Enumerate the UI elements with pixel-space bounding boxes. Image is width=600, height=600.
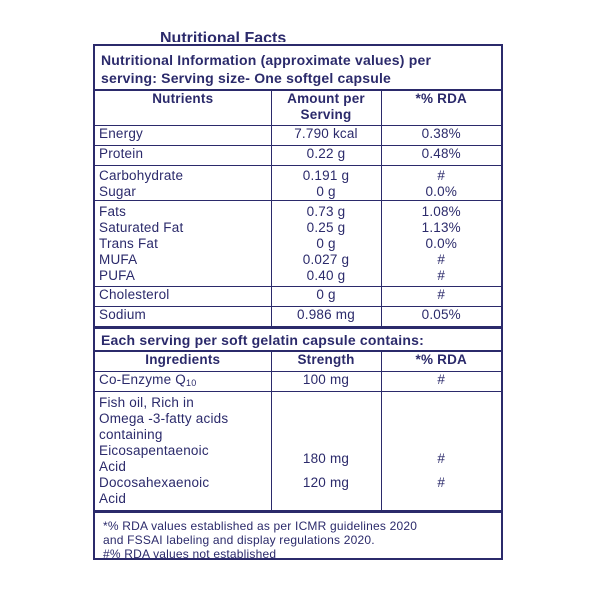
ingredients-table	[95, 352, 501, 511]
table-row	[95, 201, 501, 287]
rda-col-header: *% RDA	[381, 91, 501, 126]
carbohydrate-amount: 0.191 g	[302, 168, 350, 183]
epa-line-2: Acid	[99, 458, 127, 474]
trans-fat-rda: 0.0%	[425, 236, 458, 251]
nutrient-name	[95, 201, 271, 287]
nutrient-rda	[381, 166, 501, 201]
mufa-label: MUFA	[99, 252, 138, 267]
dha-strength: 120 mg	[302, 474, 350, 490]
rda-col-header: *% RDA	[381, 352, 501, 371]
amount-col-header: Amount per Serving	[271, 91, 381, 126]
cutoff-heading-text: Nutritional Facts	[160, 30, 287, 42]
nutrient-amount: 0.986 mg	[271, 307, 381, 327]
fish-oil-line-2: Omega -3-fatty acids	[99, 410, 229, 426]
nutrient-amount: 7.790 kcal	[271, 126, 381, 146]
ingredient-rda: #	[381, 371, 501, 391]
nutrient-rda: 0.05%	[381, 307, 501, 327]
dha-rda: #	[437, 474, 446, 490]
footnote	[95, 511, 501, 567]
table-row	[95, 391, 501, 510]
nutrient-rda	[381, 201, 501, 287]
fats-label: Fats	[99, 204, 127, 219]
nutrient-amount	[271, 166, 381, 201]
table-row	[95, 166, 501, 201]
nutrient-amount	[271, 201, 381, 287]
dha-line-2: Acid	[99, 490, 127, 506]
nutrients-col-header: Nutrients	[95, 91, 271, 126]
nutrient-name	[95, 166, 271, 201]
header-line-2: serving: Serving size- One softgel capsule	[101, 70, 392, 86]
saturated-fat-rda: 1.13%	[421, 220, 461, 235]
nutrient-name: Energy	[95, 126, 271, 146]
pufa-amount: 0.40 g	[306, 268, 346, 283]
ingredient-strength	[271, 391, 381, 510]
nutrient-name: Cholesterol	[95, 287, 271, 307]
sugar-amount: 0 g	[316, 184, 336, 199]
footnote-line-1: *% RDA values established as per ICMR guidelines 2020	[103, 518, 418, 533]
strength-col-header: Strength	[271, 352, 381, 371]
trans-fat-amount: 0 g	[316, 236, 336, 251]
sugar-label: Sugar	[99, 184, 137, 199]
epa-rda: #	[437, 450, 446, 466]
mufa-rda: #	[437, 252, 446, 267]
table-row	[95, 371, 501, 391]
cutoff-heading	[160, 22, 300, 42]
coenzyme-label: Co-Enzyme Q	[99, 371, 186, 387]
ingredients-col-header: Ingredients	[95, 352, 271, 371]
table-row	[95, 146, 501, 166]
nutrients-header-row	[95, 91, 501, 126]
fats-amount: 0.73 g	[306, 204, 346, 219]
header-line-1: Nutritional Information (approximate values) per	[101, 52, 432, 68]
fish-oil-line-1: Fish oil, Rich in	[99, 394, 194, 410]
ingredient-strength: 100 mg	[271, 371, 381, 391]
ingredients-header-row	[95, 352, 501, 371]
carbohydrate-label: Carbohydrate	[99, 168, 184, 183]
coenzyme-subscript: 10	[185, 377, 197, 388]
table-row	[95, 287, 501, 307]
nutrient-name: Sodium	[95, 307, 271, 327]
pufa-rda: #	[437, 268, 446, 283]
trans-fat-label: Trans Fat	[99, 236, 159, 251]
nutrient-rda: 0.38%	[381, 126, 501, 146]
section-title: Each serving per soft gelatin capsule contains:	[95, 327, 501, 352]
fats-rda: 1.08%	[421, 204, 461, 219]
ingredient-name	[95, 391, 271, 510]
nutrients-table	[95, 91, 501, 327]
saturated-fat-amount: 0.25 g	[306, 220, 346, 235]
nutrient-name: Protein	[95, 146, 271, 166]
nutrient-rda: #	[381, 287, 501, 307]
ingredient-name	[95, 371, 271, 391]
sugar-rda: 0.0%	[425, 184, 458, 199]
table-row	[95, 126, 501, 146]
fish-oil-line-3: containing	[99, 426, 163, 442]
table-row	[95, 307, 501, 327]
epa-line-1: Eicosapentaenoic	[99, 442, 209, 458]
nutrition-label	[93, 44, 503, 560]
carbohydrate-rda: #	[437, 168, 446, 183]
label-header	[95, 46, 501, 91]
footnote-line-3: #% RDA values not established	[103, 546, 277, 561]
nutrient-amount: 0.22 g	[271, 146, 381, 166]
mufa-amount: 0.027 g	[302, 252, 350, 267]
footnote-line-2: and FSSAI labeling and display regulations 2020.	[103, 532, 375, 547]
nutrient-rda: 0.48%	[381, 146, 501, 166]
dha-line-1: Docosahexaenoic	[99, 474, 210, 490]
pufa-label: PUFA	[99, 268, 136, 283]
epa-strength: 180 mg	[302, 450, 350, 466]
ingredient-rda	[381, 391, 501, 510]
nutrient-amount: 0 g	[271, 287, 381, 307]
saturated-fat-label: Saturated Fat	[99, 220, 184, 235]
